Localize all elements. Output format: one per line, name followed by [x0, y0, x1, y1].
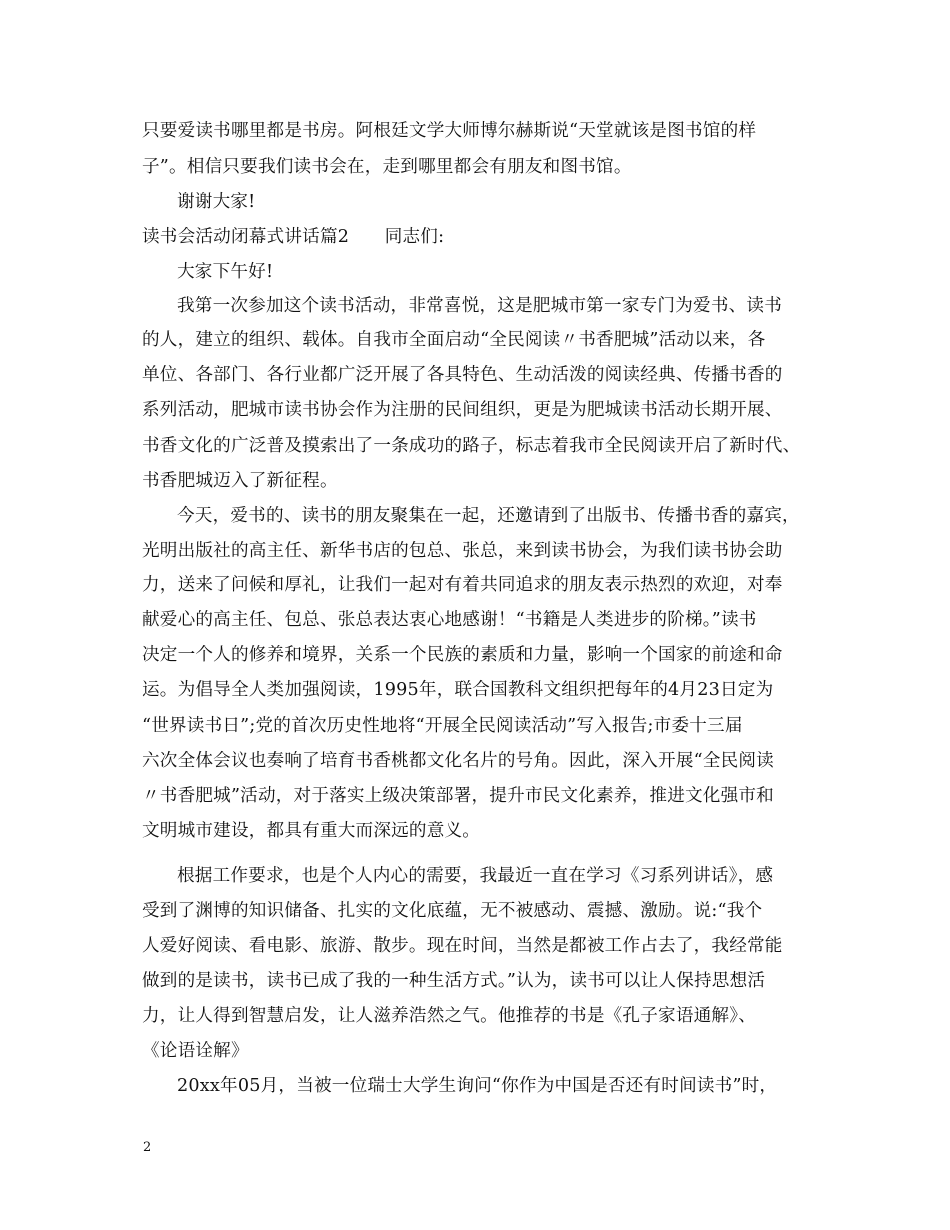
text-line: 决定一个人的修养和境界，关系一个民族的素质和力量，影响一个国家的前途和命 [142, 645, 783, 665]
text-line: 献爱心的高主任、包总、张总表达衷心地感谢！“书籍是人类进步的阶梯。”读书 [142, 610, 757, 630]
greeting-line: 大家下午好! [177, 262, 274, 282]
text-line: 力，送来了问候和厚礼，让我们一起对有着共同追求的朋友表示热烈的欢迎，对奉 [142, 575, 783, 595]
text-line: 子”。相信只要我们读书会在，走到哪里都会有朋友和图书馆。 [142, 157, 632, 177]
text-line: 光明出版社的高主任、新华书店的包总、张总，来到读书协会，为我们读书协会助 [142, 541, 783, 561]
text-line: 文明城市建设，都具有重大而深远的意义。 [142, 821, 481, 841]
page-number: 2 [143, 1140, 152, 1155]
text-line: 单位、各部门、各行业都广泛开展了各具特色、生动活泼的阅读经典、传播书香的 [142, 365, 783, 385]
text-line: 做到的是读书，读书已成了我的一种生活方式。”认为，读书可以让人保持思想活 [142, 971, 766, 991]
text-line: 力，让人得到智慧启发，让人滋养浩然之气。他推荐的书是《孔子家语通解》、 [142, 1006, 756, 1026]
text-line: 谢谢大家! [177, 192, 256, 212]
text-line: 根据工作要求，也是个人内心的需要，我最近一直在学习《习系列讲话》，感 [177, 866, 774, 886]
section-heading: 读书会活动闭幕式讲话篇2 同志们: [142, 227, 445, 247]
text-line: 〃书香肥城”活动，对于落实上级决策部署，提升市民文化素养，推进文化强市和 [142, 786, 774, 806]
text-line: 书香肥城迈入了新征程。 [142, 471, 338, 491]
text-line: 我第一次参加这个读书活动，非常喜悦，这是肥城市第一家专门为爱书、读书 [177, 296, 782, 316]
text-line: 《论语诠解》 [142, 1041, 249, 1061]
text-line: 受到了渊博的知识储备、扎实的文化底蕴，无不被感动、震撼、激励。说:“我个 [142, 901, 763, 921]
text-line: 书香文化的广泛普及摸索出了一条成功的路子，标志着我市全民阅读开启了新时代、 [142, 436, 801, 456]
text-line: 20xx年05月，当被一位瑞士大学生询问“你作为中国是否还有时间读书”时， [177, 1076, 778, 1096]
text-line: 系列活动，肥城市读书协会作为注册的民间组织，更是为肥城读书活动长期开展、 [142, 400, 783, 420]
text-line: “世界读书日”;党的首次历史性地将“开展全民阅读活动”写入报告;市委十三届 [142, 716, 743, 736]
text-line: 六次全体会议也奏响了培育书香桃都文化名片的号角。因此，深入开展“全民阅读 [142, 751, 774, 771]
text-line: 人爱好阅读、看电影、旅游、散步。现在时间，当然是都被工作占去了，我经常能 [142, 936, 783, 956]
text-line: 只要爱读书哪里都是书房。阿根廷文学大师博尔赫斯说“天堂就该是图书馆的样 [142, 121, 757, 141]
text-line: 的人，建立的组织、载体。自我市全面启动“全民阅读〃书香肥城”活动以来，各 [142, 330, 766, 350]
text-line: 运。为倡导全人类加强阅读，1995年，联合国教科文组织把每年的4月23日定为 [142, 680, 774, 700]
text-line: 今天，爱书的、读书的朋友聚集在一起，还邀请到了出版书、传播书香的嘉宾， [177, 506, 800, 526]
